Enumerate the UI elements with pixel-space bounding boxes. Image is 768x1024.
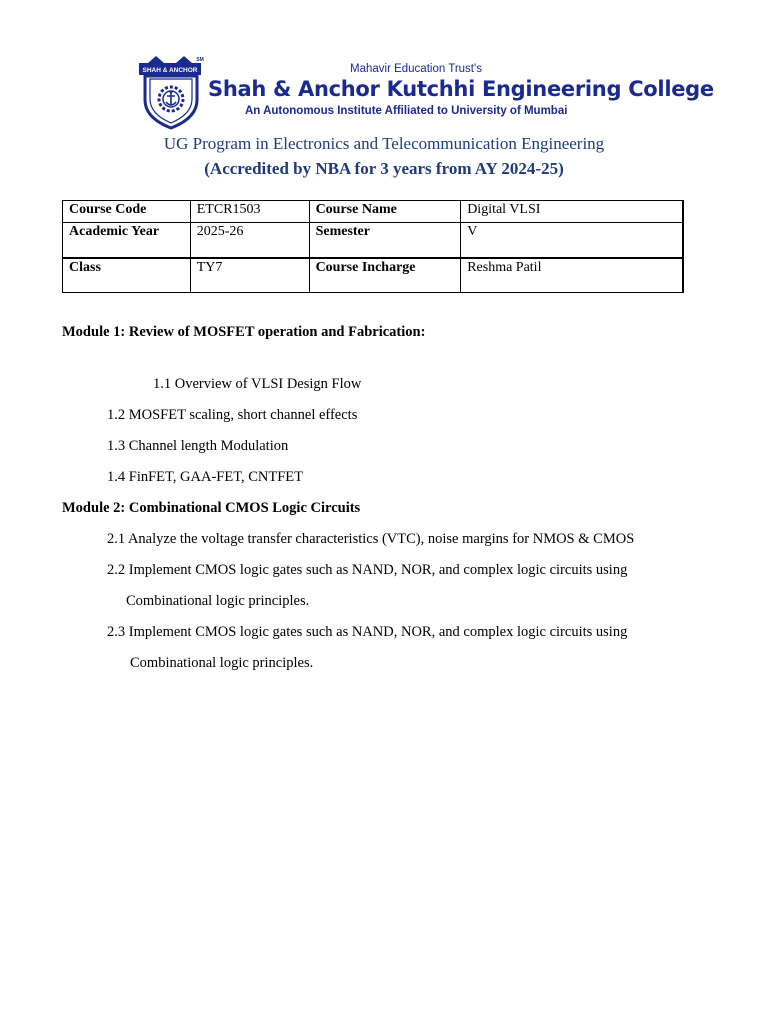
semester-label: Semester — [309, 223, 461, 259]
module-1-title: Module 1: Review of MOSFET operation and Fabrication: — [62, 324, 426, 340]
module-2-title: Module 2: Combinational CMOS Logic Circuits — [62, 500, 361, 516]
module-2-item: 2.2 Implement CMOS logic gates such as NAND, NOR, and complex logic circuits using — [107, 562, 628, 578]
table-row — [63, 223, 684, 259]
college-affiliation: An Autonomous Institute Affiliated to University of Mumbai — [245, 105, 568, 117]
accreditation-note: (Accredited by NBA for 3 years from AY 2024-25) — [204, 159, 564, 178]
module-2-item-continuation: Combinational logic principles. — [130, 655, 314, 671]
module-1-item: 1.2 MOSFET scaling, short channel effects — [107, 407, 358, 423]
module-1-item: 1.3 Channel length Modulation — [107, 438, 289, 454]
module-2-item-continuation: Combinational logic principles. — [126, 593, 310, 609]
module-2-item: 2.3 Implement CMOS logic gates such as NAND, NOR, and complex logic circuits using — [107, 624, 628, 640]
semester-value: V — [461, 223, 683, 259]
class-value: TY7 — [190, 258, 309, 293]
course-name-label: Course Name — [309, 201, 461, 223]
course-incharge-label: Course Incharge — [309, 258, 461, 293]
course-name-value: Digital VLSI — [461, 201, 683, 223]
college-header — [138, 54, 714, 132]
table-row — [63, 258, 684, 293]
logo-sm-mark: SM — [196, 57, 204, 63]
college-name: Shah & Anchor Kutchhi Engineering College — [208, 77, 714, 101]
trust-name: Mahavir Education Trust's — [350, 63, 482, 75]
course-incharge-value: Reshma Patil — [461, 258, 683, 293]
module-1-item: 1.4 FinFET, GAA-FET, CNTFET — [107, 469, 304, 485]
program-title: UG Program in Electronics and Telecommunication Engineering — [163, 134, 605, 153]
class-label: Class — [63, 258, 191, 293]
academic-year-label: Academic Year — [63, 223, 191, 259]
table-row — [63, 201, 684, 223]
academic-year-value: 2025-26 — [190, 223, 309, 259]
module-2-item: 2.1 Analyze the voltage transfer characteristics (VTC), noise margins for NMOS & CMOS — [107, 531, 635, 547]
module-1-item: 1.1 Overview of VLSI Design Flow — [153, 376, 362, 392]
college-crest-logo — [138, 54, 204, 130]
course-info-table — [62, 200, 684, 293]
course-code-value: ETCR1503 — [190, 201, 309, 223]
logo-badge-text: SHAH & ANCHOR — [142, 67, 198, 74]
course-code-label: Course Code — [63, 201, 191, 223]
